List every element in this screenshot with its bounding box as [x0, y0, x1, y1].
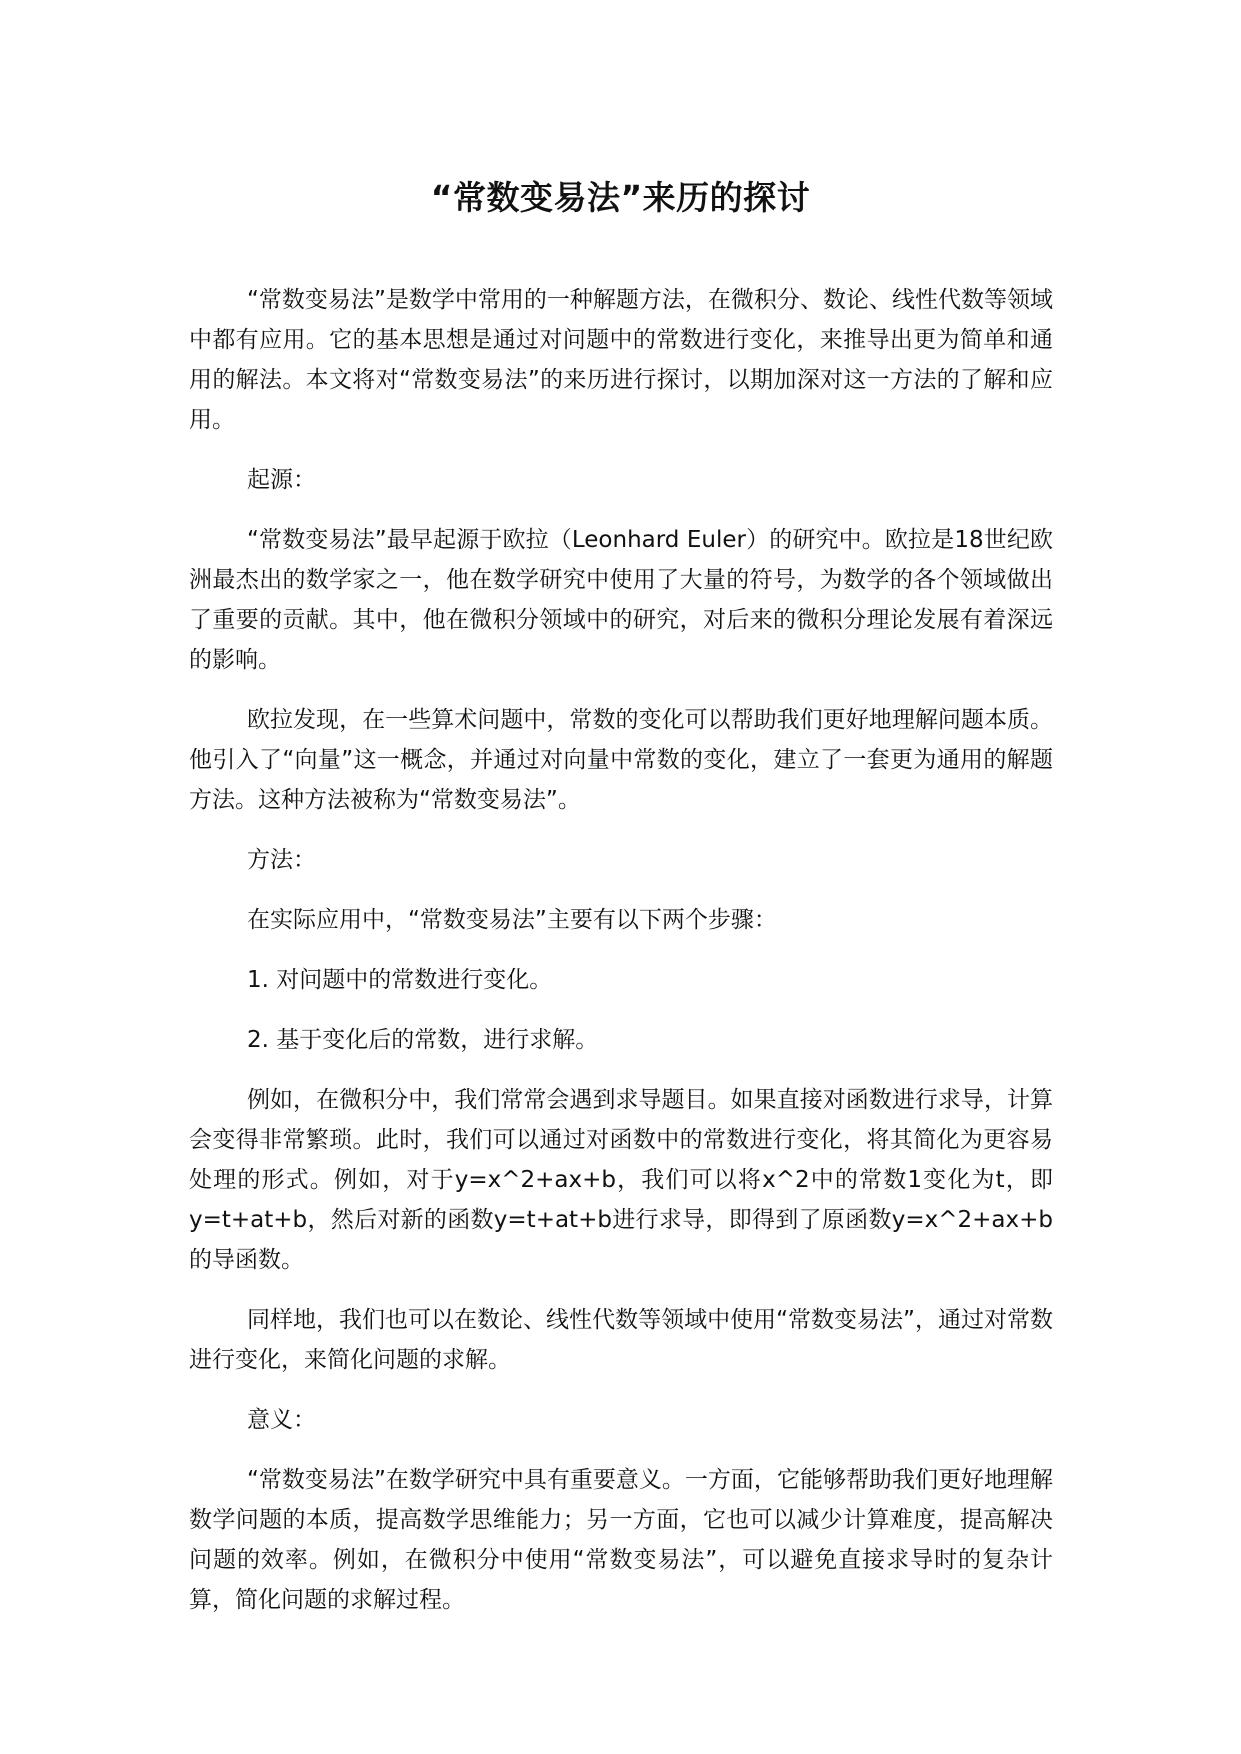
intro-paragraph: “常数变易法”是数学中常用的一种解题方法，在微积分、数论、线性代数等领域中都有应用。它的基本思想是通过对问题中的常数进行变化，来推导出更为简单和通用的解法。本文将对“常数变易法”的来历进行探讨，以期加深对这一方法的了解和应用。: [189, 287, 1053, 433]
document-title: “常数变易法”来历的探讨: [430, 178, 811, 217]
method-example-paragraph: 例如，在微积分中，我们常常会遇到求导题目。如果直接对函数进行求导，计算会变得非常繁琐。此时，我们可以通过对函数中的常数进行变化，将其简化为更容易处理的形式。例如，对于y=x^2+ax+b，我们可以将x^2中的常数1变化为t，即y=t+at+b，然后对新的函数y=t+at+b进行求导，即得到了原函数y=x^2+ax+b的导函数。: [189, 1087, 1053, 1273]
method-step-1: 1. 对问题中的常数进行变化。: [247, 967, 553, 993]
section-heading-method: 方法：: [247, 847, 316, 873]
method-step-2: 2. 基于变化后的常数，进行求解。: [247, 1027, 599, 1053]
origin-paragraph-2: 欧拉发现，在一些算术问题中，常数的变化可以帮助我们更好地理解问题本质。他引入了“向量”这一概念，并通过对向量中常数的变化，建立了一套更为通用的解题方法。这种方法被称为“常数变易法”。: [189, 707, 1053, 813]
origin-paragraph-1: “常数变易法”最早起源于欧拉（Leonhard Euler）的研究中。欧拉是18世纪欧洲最杰出的数学家之一，他在数学研究中使用了大量的符号，为数学的各个领域做出了重要的贡献。其中，他在微积分领域中的研究，对后来的微积分理论发展有着深远的影响。: [189, 527, 1053, 673]
document-body: [189, 280, 1053, 1620]
method-intro: 在实际应用中，“常数变易法”主要有以下两个步骤：: [247, 907, 777, 933]
section-heading-origin: 起源：: [247, 467, 316, 493]
method-other-fields-paragraph: 同样地，我们也可以在数论、线性代数等领域中使用“常数变易法”，通过对常数进行变化，来简化问题的求解。: [189, 1307, 1053, 1373]
section-heading-significance: 意义：: [247, 1407, 316, 1433]
significance-paragraph: “常数变易法”在数学研究中具有重要意义。一方面，它能够帮助我们更好地理解数学问题的本质，提高数学思维能力；另一方面，它也可以减少计算难度，提高解决问题的效率。例如，在微积分中使用“常数变易法”，可以避免直接求导时的复杂计算，简化问题的求解过程。: [189, 1467, 1053, 1613]
